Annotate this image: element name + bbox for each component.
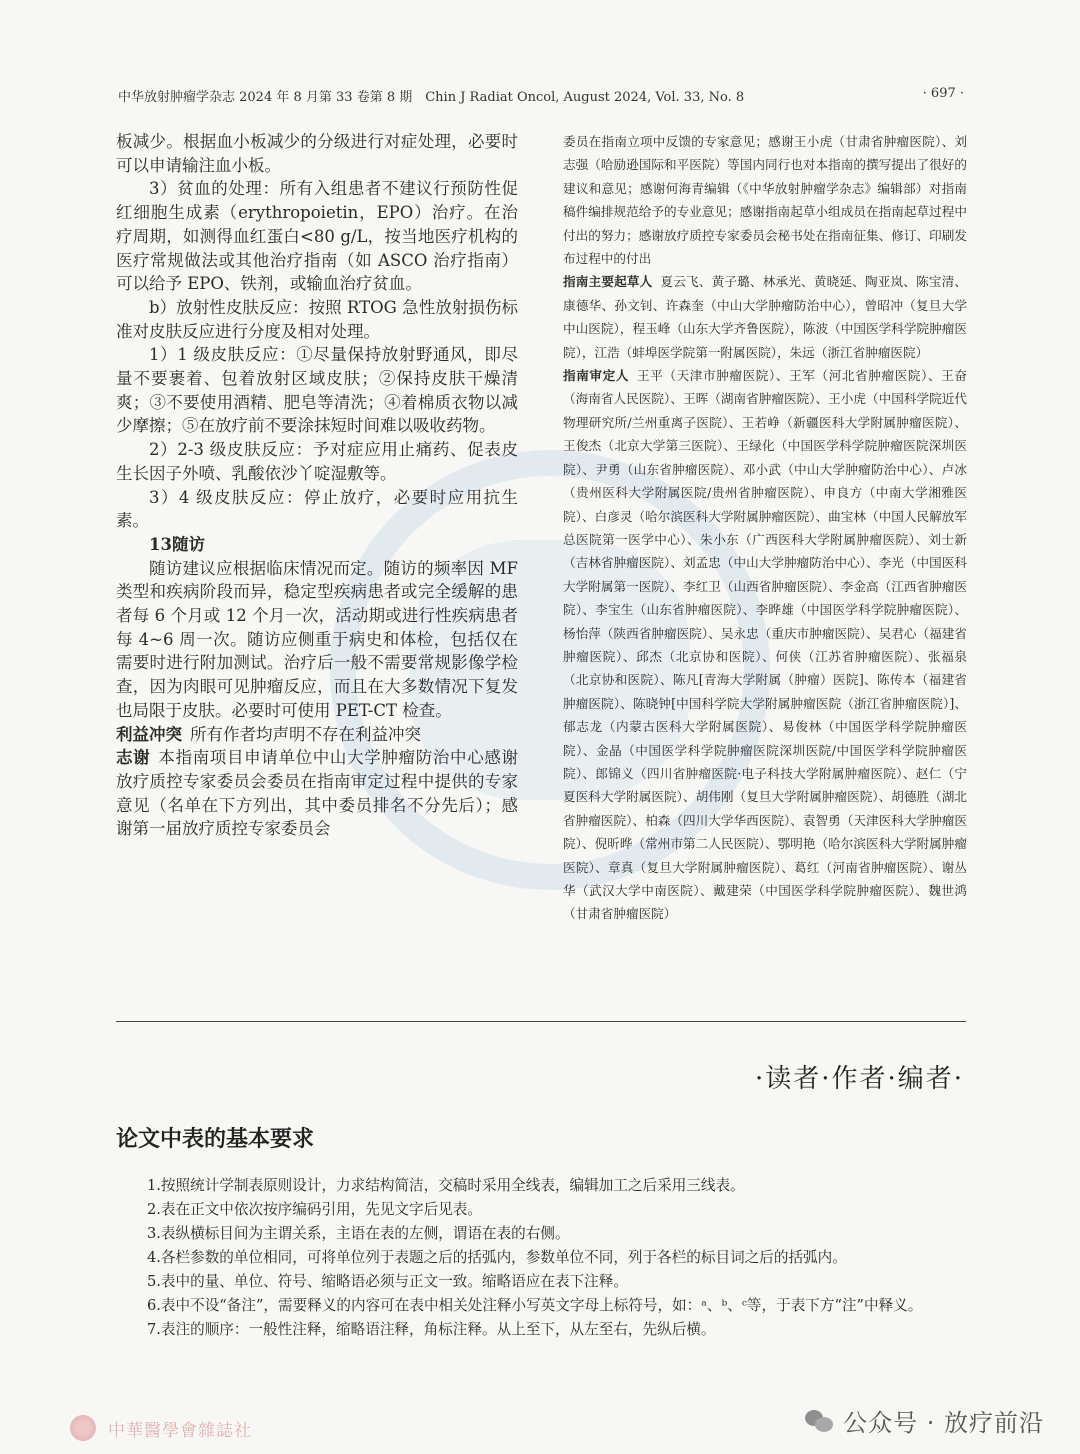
journal-citation: 中华放射肿瘤学杂志 2024 年 8 月第 33 卷第 8 期 Chin J Radiat Oncol, August 2024, Vol. 33, No. 8: [118, 90, 745, 105]
drafters-label: 指南主要起草人: [563, 274, 653, 290]
reviewers-label: 指南审定人: [563, 368, 629, 384]
rules-list: [147, 1174, 967, 1342]
reviewers: [563, 364, 967, 926]
acknowledgement: [116, 746, 518, 841]
list-item: 5.表中的量、单位、符号、缩略语必须与正文一致。缩略语应在表下注释。: [147, 1273, 628, 1290]
page-number: · 697 ·: [922, 86, 964, 101]
running-header: [118, 86, 964, 108]
right-column: [563, 130, 967, 926]
ack-text: 本指南项目申请单位中山大学肿瘤防治中心感谢放疗质控专家委员会委员在指南审定过程中提供的专家意见（名单在下方列出，其中委员排名不分先后）；感谢第一届放疗质控专家委员会: [116, 748, 519, 839]
paragraph: 板减少。根据血小板减少的分级进行对症处理，必要时可以申请输注血小板。: [116, 132, 518, 175]
drafters: [563, 270, 967, 364]
account-name: 公众号 · 放疗前沿: [843, 1408, 1044, 1437]
publisher-name: 中華醫學會雜誌社: [108, 1420, 252, 1441]
ack-label: 志谢: [116, 748, 151, 768]
paragraph: 随访建议应根据临床情况而定。随访的频率因 MF 类型和疾病阶段而异，稳定型疾病患者或完全缓解的患者每 6 个月或 12 个月一次，活动期或进行性疾病患者每 4~6 周一次。随访应侧重于病史和体检，包括仅在需要时进行附加测试。治疗后一般不需要常规影像学检查，因为肉眼可见肿瘤反应，而且在大多数情况下复发也局限于皮肤。必要时可使用 PET-CT 检查。: [116, 558, 518, 720]
wechat-account-badge: [805, 1400, 1044, 1440]
paragraph: 1）1 级皮肤反应：①尽量保持放射野通风，即尽量不要裹着、包着放射区域皮肤；②保持皮肤干燥清爽；③不要使用酒精、肥皂等清洗；④着棉质衣物以减少摩擦；⑤在放疗前不要涂抹短时间难以吸收药物。: [116, 345, 518, 436]
publisher-watermark: [68, 1408, 252, 1448]
list-item: 3.表纵横标目间为主谓关系，主语在表的左侧，谓语在表的右侧。: [147, 1225, 570, 1242]
drafters-text: 夏云飞、黄子璐、林承光、黄晓延、陶亚岚、陈宝清、康德华、孙文钊、许森奎（中山大学肿瘤防治中心），曾昭冲（复旦大学中山医院），程玉峰（山东大学齐鲁医院），陈波（中国医学科学院肿瘤医院），江浩（蚌埠医学院第一附属医院），朱远（浙江省肿瘤医院）: [563, 274, 968, 360]
list-item: 1.按照统计学制表原则设计，力求结构简洁，交稿时采用全线表，编辑加工之后采用三线表。: [147, 1177, 745, 1194]
conflict-statement: [116, 723, 518, 747]
article-title: 论文中表的基本要求: [116, 1127, 315, 1152]
section-divider: [116, 1021, 966, 1022]
conflict-text: 所有作者均声明不存在利益冲突: [190, 724, 421, 744]
list-item: 7.表注的顺序：一般性注释，缩略语注释，角标注释。从上至下，从左至右，先纵后横。: [147, 1321, 716, 1338]
paragraph: 3）4 级皮肤反应：停止放疗，必要时应用抗生素。: [116, 487, 518, 531]
list-item: 6.表中不设“备注”，需要释义的内容可在表中相关处注释小写英文字母上标符号，如：ᵃ、ᵇ、ᶜ等，于表下方“注”中释义。: [147, 1297, 923, 1314]
column-section-title: ·读者·作者·编者·: [754, 1064, 964, 1094]
paragraph: b）放射性皮肤反应：按照 RTOG 急性放射损伤标准对皮肤反应进行分度及相对处理。: [116, 297, 518, 341]
conflict-label: 利益冲突: [116, 724, 182, 744]
list-item: 4.各栏参数的单位相同，可将单位列于表题之后的括弧内，参数单位不同，列于各栏的标目词之后的括弧内。: [147, 1249, 847, 1266]
paragraph: 3）贫血的处理：所有入组患者不建议行预防性促红细胞生成素（erythropoietin，EPO）治疗。在治疗周期，如测得血红蛋白<80 g/L，按当地医疗机构的医疗常规做法或其他治疗指南（如 ASCO 治疗指南）可以给予 EPO、铁剂，或输血治疗贫血。: [116, 179, 518, 294]
acknowledgement-continued: 委员在指南立项中反馈的专家意见；感谢王小虎（甘肃省肿瘤医院）、刘志强（哈励逊国际和平医院）等国内同行也对本指南的撰写提出了很好的建议和意见；感谢何海青编辑（《中华放射肿瘤学杂志》编辑部）对指南稿件编排规范给予的专业意见；感谢指南起草小组成员在指南起草过程中付出的努力；感谢放疗质控专家委员会秘书处在指南征集、修订、印刷发布过程中的付出: [563, 134, 967, 267]
list-item: 2.表在正文中依次按序编码引用，先见文字后见表。: [147, 1201, 482, 1218]
section-heading: 13随访: [149, 534, 205, 554]
reviewers-text: 王平（天津市肿瘤医院）、王军（河北省肿瘤医院）、王奋（海南省人民医院）、王晖（湖南省肿瘤医院）、王小虎（中国科学院近代物理研究所/兰州重离子医院）、王若峥（新疆医科大学附属肿瘤医院）、王俊杰（北京大学第三医院）、王绿化（中国医学科学院肿瘤医院深圳医院）、尹勇（山东省肿瘤医院）、邓小武（中山大学肿瘤防治中心）、卢冰（贵州医科大学附属医院/贵州省肿瘤医院）、申良方（中南大学湘雅医院）、白彦灵（哈尔滨医科大学附属肿瘤医院）、曲宝林（中国人民解放军总医院第一医学中心）、朱小东（广西医科大学附属肿瘤医院）、刘士新（吉林省肿瘤医院）、刘孟忠（中山大学肿瘤防治中心）、李光（中国医科大学附属第一医院）、李红卫（山西省肿瘤医院）、李金高（江西省肿瘤医院）、李宝生（山东省肿瘤医院）、李晔雄（中国医学科学院肿瘤医院）、杨怡萍（陕西省肿瘤医院）、吴永忠（重庆市肿瘤医院）、吴君心（福建省肿瘤医院）、邱杰（北京协和医院）、何侠（江苏省肿瘤医院）、张福泉（北京协和医院）、陈凡[青海大学附属（肿瘤）医院]、陈传本（福建省肿瘤医院）、陈晓钟[中国科学院大学附属肿瘤医院（浙江省肿瘤医院）]、郁志龙（内蒙古医科大学附属医院）、易俊林（中国医学科学院肿瘤医院）、金晶（中国医学科学院肿瘤医院深圳医院/中国医学科学院肿瘤医院）、郎锦义（四川省肿瘤医院·电子科技大学附属肿瘤医院）、赵仁（宁夏医科大学附属医院）、胡伟刚（复旦大学附属肿瘤医院）、胡德胜（湖北省肿瘤医院）、柏森（四川大学华西医院）、袁智勇（天津医科大学肿瘤医院）、倪昕晔（常州市第二人民医院）、鄂明艳（哈尔滨医科大学附属肿瘤医院）、章真（复旦大学附属肿瘤医院）、葛红（河南省肿瘤医院）、谢丛华（武汉大学中南医院）、戴建荣（中国医学科学院肿瘤医院）、魏世鸿（甘肃省肿瘤医院）: [563, 368, 967, 922]
wechat-icon: [805, 1406, 833, 1434]
paragraph: 2）2-3 级皮肤反应：予对症应用止痛药、促表皮生长因子外喷、乳酸依沙丫啶湿敷等。: [116, 440, 518, 483]
publisher-logo-icon: [68, 1413, 98, 1443]
left-column: [116, 130, 518, 841]
